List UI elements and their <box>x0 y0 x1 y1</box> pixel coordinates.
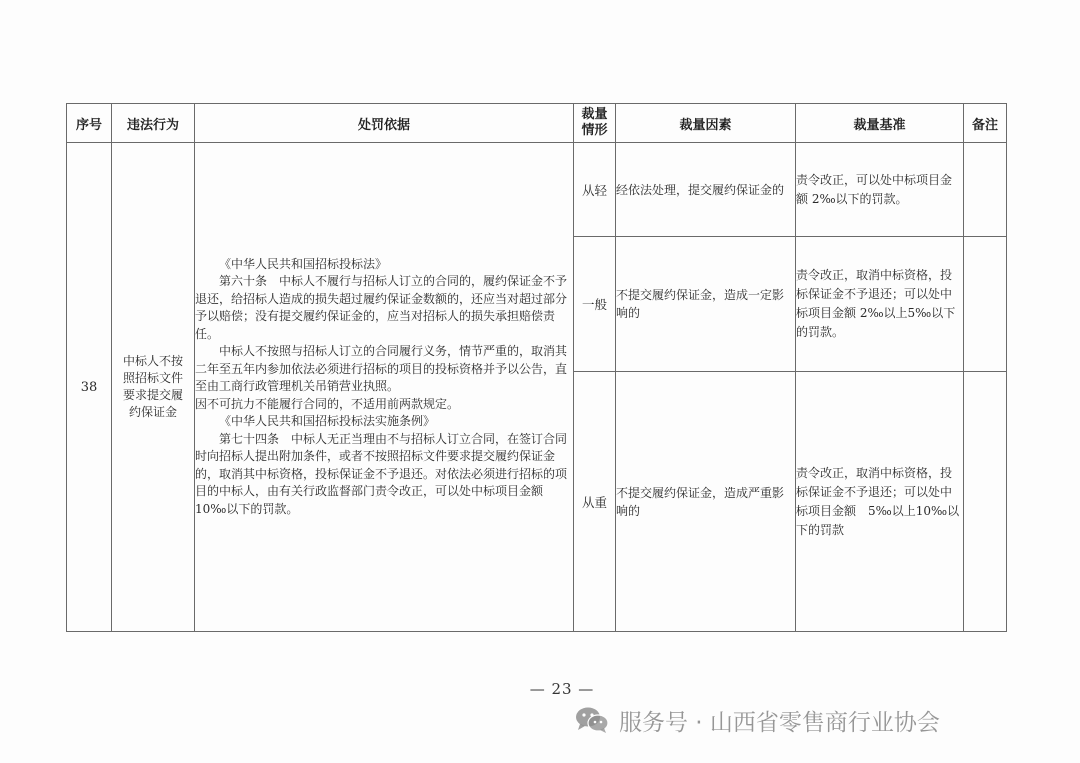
watermark <box>575 703 940 737</box>
standard-heavy: 责令改正，取消中标资格，投标保证金不予退还；可以处中标项目金额 5‰以上10‰以下的罚款 <box>796 372 964 632</box>
header-discretion-situation <box>574 104 616 143</box>
violation-line: 要求提交履 <box>122 388 183 402</box>
basis-paragraph: 第六十条 中标人不履行与招标人订立的合同的，履约保证金不予退还，给招标人造成的损失超过履约保证金数额的，还应当对超过部分予以赔偿；没有提交履约保证金的，应当对招标人的损失承担赔偿责任。 <box>195 274 568 341</box>
wechat-icon <box>575 706 609 734</box>
discretion-level-general: 一般 <box>574 237 616 372</box>
basis-paragraph: 《中华人民共和国招标投标法》 <box>219 256 388 271</box>
page-number: — 23 — <box>529 680 595 698</box>
violation-line: 约保证金 <box>128 405 177 419</box>
header-discretion-standard: 裁量基准 <box>796 104 964 143</box>
standard-light: 责令改正，可以处中标项目金额 2‰以下的罚款。 <box>796 143 964 237</box>
table-header-row <box>67 104 1007 143</box>
basis-paragraph: 因不可抗力不能履行合同的，不适用前两款规定。 <box>195 396 460 411</box>
header-remark: 备注 <box>964 104 1007 143</box>
discretion-level-light: 从轻 <box>574 143 616 237</box>
table-row <box>67 143 1007 237</box>
discretion-level-heavy: 从重 <box>574 372 616 632</box>
factor-light: 经依法处理，提交履约保证金的 <box>616 143 796 237</box>
watermark-text: 服务号 · 山西省零售商行业协会 <box>619 709 940 736</box>
violation-line: 照招标文件 <box>122 371 183 385</box>
header-seq: 序号 <box>67 104 112 143</box>
penalty-basis-text <box>195 143 574 632</box>
factor-general: 不提交履约保证金，造成一定影响的 <box>616 237 796 372</box>
violation-description <box>112 143 195 632</box>
header-discretion-factor: 裁量因素 <box>616 104 796 143</box>
basis-paragraph: 中标人不按照与招标人订立的合同履行义务，情节严重的，取消其二年至五年内参加依法必须进行招标的项目的投标资格并予以公告，直至由工商行政管理机关吊销营业执照。 <box>195 344 568 394</box>
header-discretion-line1: 裁量 <box>581 107 608 122</box>
standard-general: 责令改正，取消中标资格，投标保证金不予退还；可以处中标项目金额 2‰以上5‰以下的罚款。 <box>796 237 964 372</box>
violation-line: 中标人不按 <box>122 354 183 368</box>
factor-heavy: 不提交履约保证金，造成严重影响的 <box>616 372 796 632</box>
remark-heavy <box>964 372 1007 632</box>
remark-light <box>964 143 1007 237</box>
header-violation: 违法行为 <box>112 104 195 143</box>
header-penalty-basis: 处罚依据 <box>195 104 574 143</box>
header-discretion-line2: 情形 <box>581 123 608 138</box>
basis-paragraph: 第七十四条 中标人无正当理由不与招标人订立合同，在签订合同时向招标人提出附加条件，或者不按照招标文件要求提交履约保证金的，取消其中标资格，投标保证金不予退还。对依法必须进行招标的项目的中标人，由有关行政监督部门责令改正，可以处中标项目金额10‰以下的罚款。 <box>195 431 568 516</box>
basis-paragraph: 《中华人民共和国招标投标法实施条例》 <box>219 414 436 429</box>
row-seq-number: 38 <box>67 143 112 632</box>
discretion-table <box>66 103 1007 632</box>
remark-general <box>964 237 1007 372</box>
